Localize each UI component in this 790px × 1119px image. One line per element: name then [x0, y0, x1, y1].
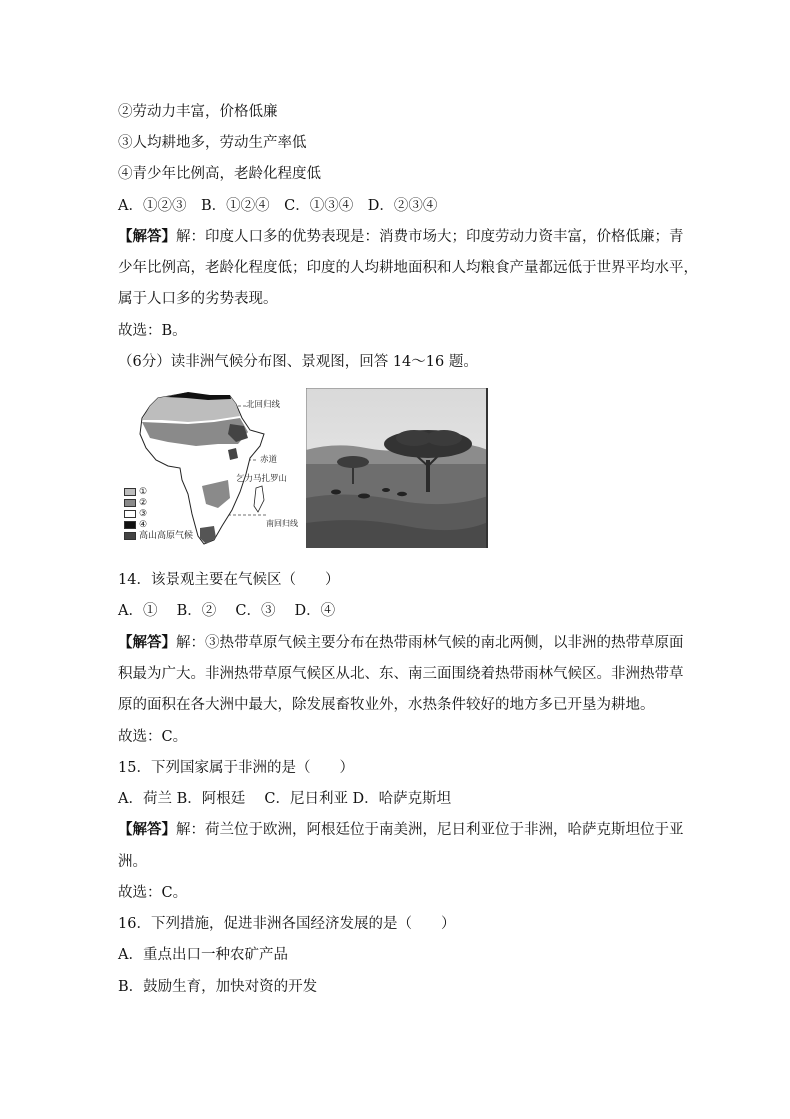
answer-tag: 【解答】: [118, 634, 176, 651]
q13-answer-line3: 属于人口多的劣势表现。: [118, 291, 278, 307]
answer-text: 解：荷兰位于欧洲，阿根廷位于南美洲，尼日利亚位于非洲，哈萨克斯坦位于亚: [176, 822, 684, 838]
legend-item-4: [124, 520, 147, 530]
answer-text: 解：③热带草原气候主要分布在热带雨林气候的南北两侧，以非洲的热带草原面: [176, 635, 684, 651]
legend-label: ③: [139, 509, 148, 519]
q13-option-4: ④青少年比例高，老龄化程度低: [118, 166, 321, 182]
q15-stem: 15．下列国家属于非洲的是（ ）: [118, 760, 354, 776]
answer-tag: 【解答】: [118, 228, 176, 245]
legend-swatch: [124, 499, 136, 507]
q15-choices: A．荷兰 B．阿根廷 C．尼日利亚 D．哈萨克斯坦: [118, 791, 452, 807]
madagascar: [254, 486, 264, 512]
kilimanjaro-label: 乞力马扎罗山: [236, 474, 288, 484]
q13-choices: A．①②③ B．①②④ C．①③④ D．②③④: [118, 198, 438, 214]
q14-choices: A．① B．② C．③ D．④: [118, 603, 336, 619]
legend-swatch: [124, 510, 136, 518]
q16-option-a: A．重点出口一种农矿产品: [118, 947, 288, 963]
legend-item-1: [124, 487, 147, 497]
legend-item-2: [124, 498, 147, 508]
q14-stem: 14．该景观主要在气候区（ ）: [118, 572, 340, 588]
q13-result: 故选：B。: [118, 323, 187, 339]
north-tropic-label: 北回归线: [246, 400, 281, 410]
q13-option-2: ②劳动力丰富，价格低廉: [118, 104, 278, 120]
legend-label: 高山高原气候: [139, 531, 194, 541]
q13-option-3: ③人均耕地多，劳动生产率低: [118, 135, 307, 151]
legend-swatch: [124, 488, 136, 496]
legend-item-highland: [124, 531, 193, 541]
africa-climate-map: [118, 388, 298, 548]
q15-answer-line2: 洲。: [118, 854, 147, 870]
savanna-landscape-photo: [306, 388, 488, 548]
legend-label: ④: [139, 520, 148, 530]
group-intro: （6分）读非洲气候分布图、景观图，回答 14～16 题。: [118, 354, 478, 370]
q16-option-b: B．鼓励生育，加快对资的开发: [118, 979, 318, 995]
q14-answer-line2: 积最为广大。非洲热带草原气候区从北、东、南三面围绕着热带雨林气候区。非洲热带草: [118, 666, 684, 682]
q14-answer-line1: [118, 633, 684, 653]
q15-result: 故选：C。: [118, 885, 188, 901]
q14-answer-line3: 原的面积在各大洲中最大，除发展畜牧业外，水热条件较好的地方多已开垦为耕地。: [118, 697, 655, 713]
south-tropic-label: 南回归线: [266, 519, 298, 528]
q14-result: 故选：C。: [118, 729, 188, 745]
legend-swatch: [124, 521, 136, 529]
legend-label: ①: [139, 487, 148, 497]
q13-answer-line1: [118, 227, 684, 247]
q15-answer-line1: [118, 820, 684, 840]
landscape-graphic: [306, 388, 488, 548]
legend-label: ②: [139, 498, 148, 508]
q13-answer-line2: 少年比例高，老龄化程度低；印度的人均耕地面积和人均粮食产量都远低于世界平均水平，: [118, 260, 698, 276]
answer-tag: 【解答】: [118, 821, 176, 838]
q16-stem: 16．下列措施，促进非洲各国经济发展的是（ ）: [118, 916, 456, 932]
legend-item-3: [124, 509, 147, 519]
legend-swatch: [124, 532, 136, 540]
equator-label: 赤道: [260, 455, 278, 465]
answer-text: 解：印度人口多的优势表现是：消费市场大；印度劳动力资丰富，价格低廉；青: [176, 229, 684, 245]
